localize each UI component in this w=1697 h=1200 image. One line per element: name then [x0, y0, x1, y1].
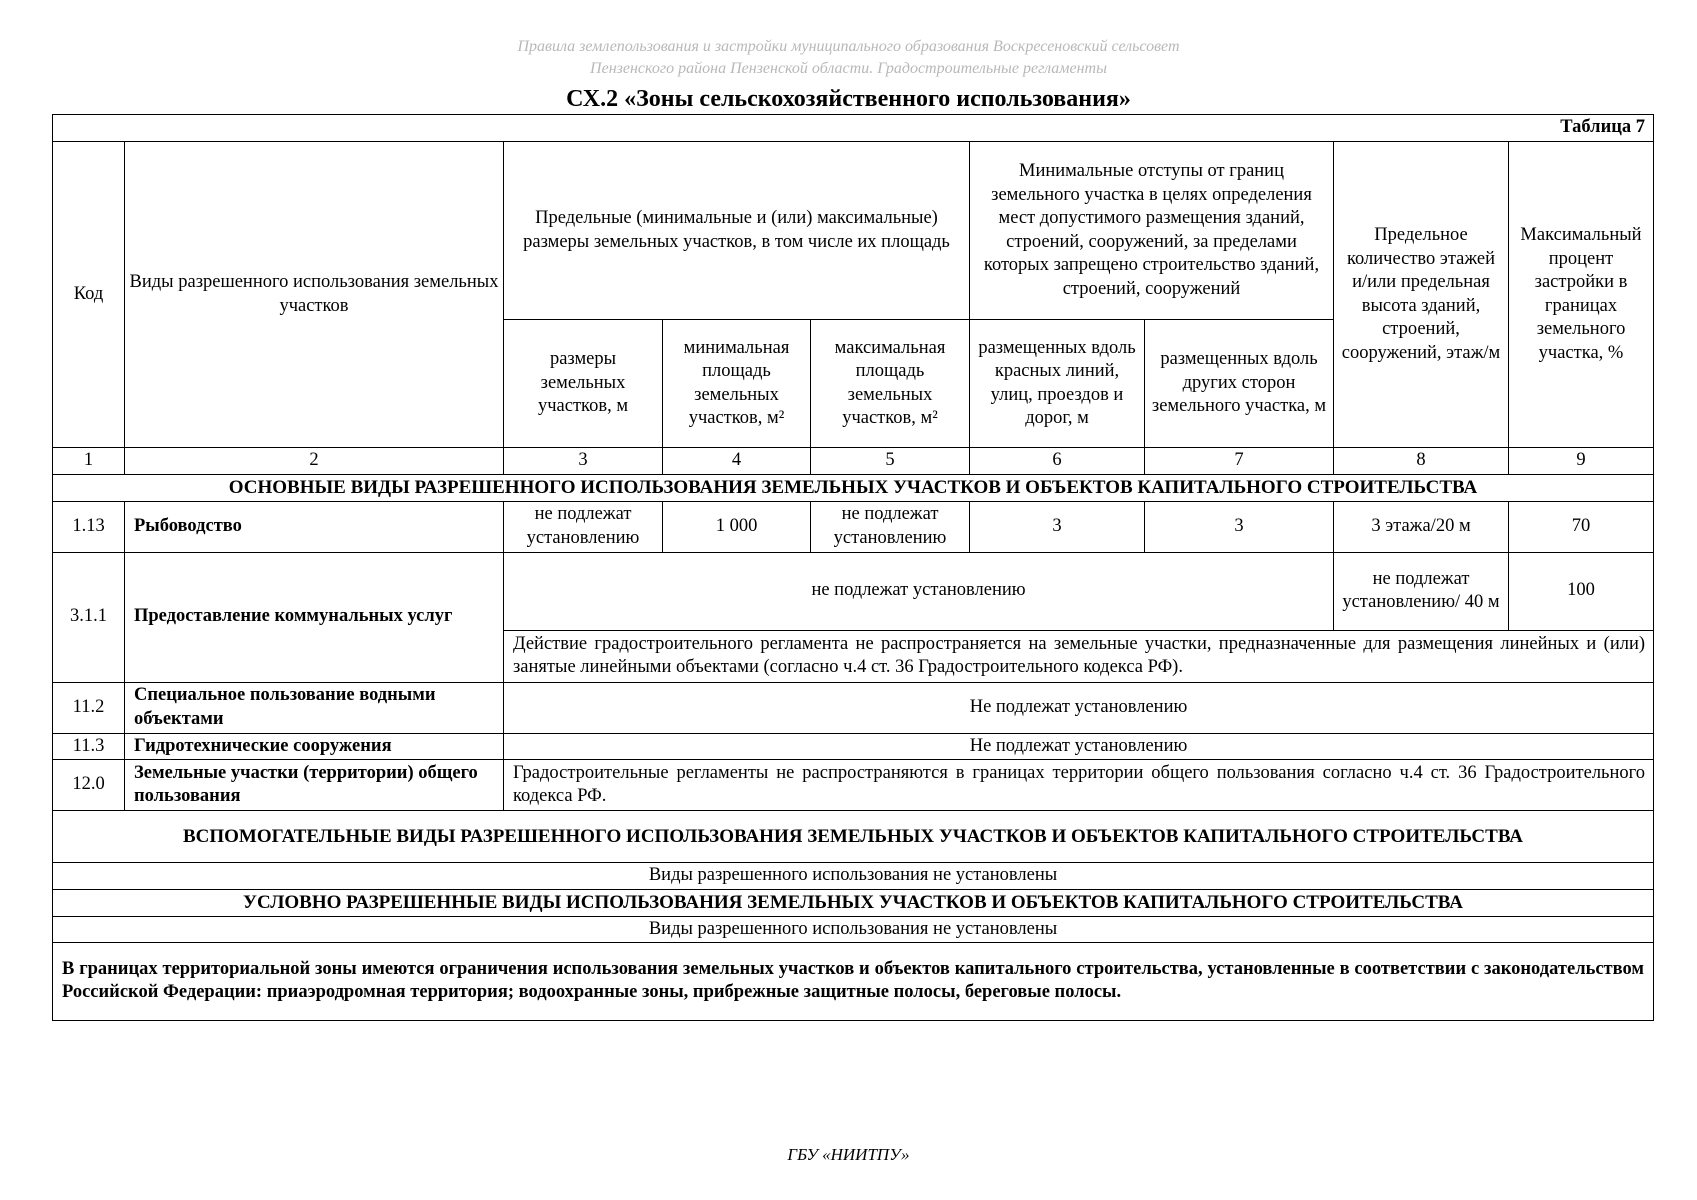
regulations-table: [52, 114, 1654, 1021]
row-code: 11.3: [53, 733, 125, 760]
header-min-setbacks: Минимальные отступы от границ земельного участка в целях определения мест допустимого размещения зданий, строений, сооружений, за пределами которых запрещено строительство зданий, строений, сооружений: [970, 142, 1334, 320]
row-code: 12.0: [53, 760, 125, 811]
row-floors: 3 этажа/20 м: [1334, 501, 1509, 552]
header-max-floors: Предельное количество этажей и/или предельная высота зданий, строений, сооружений, этаж/м: [1334, 142, 1509, 448]
column-number: 8: [1334, 448, 1509, 475]
header-max-area: максимальная площадь земельных участков, м²: [811, 320, 970, 448]
row-max-area: не подлежат установлению: [811, 501, 970, 552]
header-along-red-lines: размещенных вдоль красных линий, улиц, проездов и дорог, м: [970, 320, 1145, 448]
section-conditional-text: Виды разрешенного использования не установлены: [53, 916, 1654, 943]
row-setback-other: 3: [1145, 501, 1334, 552]
column-number: 2: [125, 448, 504, 475]
table-row: [53, 501, 1654, 552]
table-row: [53, 760, 1654, 811]
column-number: 4: [663, 448, 811, 475]
header-min-area: минимальная площадь земельных участков, м²: [663, 320, 811, 448]
row-floors: не подлежат установлению/ 40 м: [1334, 552, 1509, 630]
column-number: 9: [1509, 448, 1654, 475]
header-row-1: [53, 142, 1654, 320]
row-sizes: не подлежат установлению: [504, 501, 663, 552]
column-number: 7: [1145, 448, 1334, 475]
row-min-area: 1 000: [663, 501, 811, 552]
row-use-type: Специальное пользование водными объектами: [125, 682, 504, 733]
row-params: Не подлежат установлению: [504, 682, 1654, 733]
row-setback-red: 3: [970, 501, 1145, 552]
section-conditional-heading: УСЛОВНО РАЗРЕШЕННЫЕ ВИДЫ ИСПОЛЬЗОВАНИЯ ЗЕМЕЛЬНЫХ УЧАСТКОВ И ОБЪЕКТОВ КАПИТАЛЬНОГО СТРОИТЕЛЬСТВА: [53, 889, 1654, 916]
table-label-row: [53, 115, 1654, 142]
section-main-row: [53, 474, 1654, 501]
column-number: 5: [811, 448, 970, 475]
restrictions-row: [53, 943, 1654, 1021]
page-footer: ГБУ «НИИТПУ»: [787, 1145, 910, 1164]
header-max-coverage: Максимальный процент застройки в границах земельного участка, %: [1509, 142, 1654, 448]
row-regulation-note: Действие градостроительного регламента не распространяется на земельные участки, предназначенные для размещения линейных и (или) занятые линейными объектами (согласно ч.4 ст. 36 Градостроительного кодекса РФ).: [504, 630, 1654, 682]
row-params: Градостроительные регламенты не распространяются в границах территории общего пользования согласно ч.4 ст. 36 Градостроительного кодекса РФ.: [504, 760, 1654, 811]
row-use-type: Рыбоводство: [125, 501, 504, 552]
row-coverage: 70: [1509, 501, 1654, 552]
page-title: СХ.2 «Зоны сельскохозяйственного использования»: [566, 86, 1131, 112]
row-use-type: Гидротехнические сооружения: [125, 733, 504, 760]
header-limit-sizes: Предельные (минимальные и (или) максимальные) размеры земельных участков, в том числе их площадь: [504, 142, 970, 320]
table-row: [53, 733, 1654, 760]
row-params: Не подлежат установлению: [504, 733, 1654, 760]
running-header-line-1: Правила землепользования и застройки муниципального образования Воскресеновский сельсовет: [517, 38, 1180, 55]
section-auxiliary-text: Виды разрешенного использования не установлены: [53, 863, 1654, 890]
table-number-label: Таблица 7: [53, 115, 1654, 142]
row-code: 11.2: [53, 682, 125, 733]
table-row: [53, 682, 1654, 733]
section-conditional-text-row: [53, 916, 1654, 943]
header-code: Код: [53, 142, 125, 448]
row-use-type: Предоставление коммунальных услуг: [125, 552, 504, 682]
row-coverage: 100: [1509, 552, 1654, 630]
header-use-types: Виды разрешенного использования земельных участков: [125, 142, 504, 448]
section-auxiliary-heading: ВСПОМОГАТЕЛЬНЫЕ ВИДЫ РАЗРЕШЕННОГО ИСПОЛЬЗОВАНИЯ ЗЕМЕЛЬНЫХ УЧАСТКОВ И ОБЪЕКТОВ КАПИТАЛЬНОГО СТРОИТЕЛЬСТВА: [53, 811, 1654, 863]
row-code: 1.13: [53, 501, 125, 552]
section-conditional-row: [53, 889, 1654, 916]
column-number: 1: [53, 448, 125, 475]
section-main-heading: ОСНОВНЫЕ ВИДЫ РАЗРЕШЕННОГО ИСПОЛЬЗОВАНИЯ ЗЕМЕЛЬНЫХ УЧАСТКОВ И ОБЪЕКТОВ КАПИТАЛЬНОГО СТРОИТЕЛЬСТВА: [53, 474, 1654, 501]
section-auxiliary-row: [53, 811, 1654, 863]
column-number: 6: [970, 448, 1145, 475]
column-numbers-row: [53, 448, 1654, 475]
column-number: 3: [504, 448, 663, 475]
row-params: не подлежат установлению: [504, 552, 1334, 630]
restrictions-note: В границах территориальной зоны имеются ограничения использования земельных участков и объектов капитального строительства, установленные в соответствии с законодательством Российской Федерации: приаэродромная территория; водоохранные зоны, прибрежные защитные полосы, береговые полосы.: [53, 943, 1654, 1021]
row-code: 3.1.1: [53, 552, 125, 682]
table-row: [53, 552, 1654, 630]
header-along-other-sides: размещенных вдоль других сторон земельного участка, м: [1145, 320, 1334, 448]
header-sizes: размеры земельных участков, м: [504, 320, 663, 448]
section-auxiliary-text-row: [53, 863, 1654, 890]
running-header-line-2: Пензенского района Пензенской области. Градостроительные регламенты: [590, 60, 1107, 77]
row-use-type: Земельные участки (территории) общего пользования: [125, 760, 504, 811]
